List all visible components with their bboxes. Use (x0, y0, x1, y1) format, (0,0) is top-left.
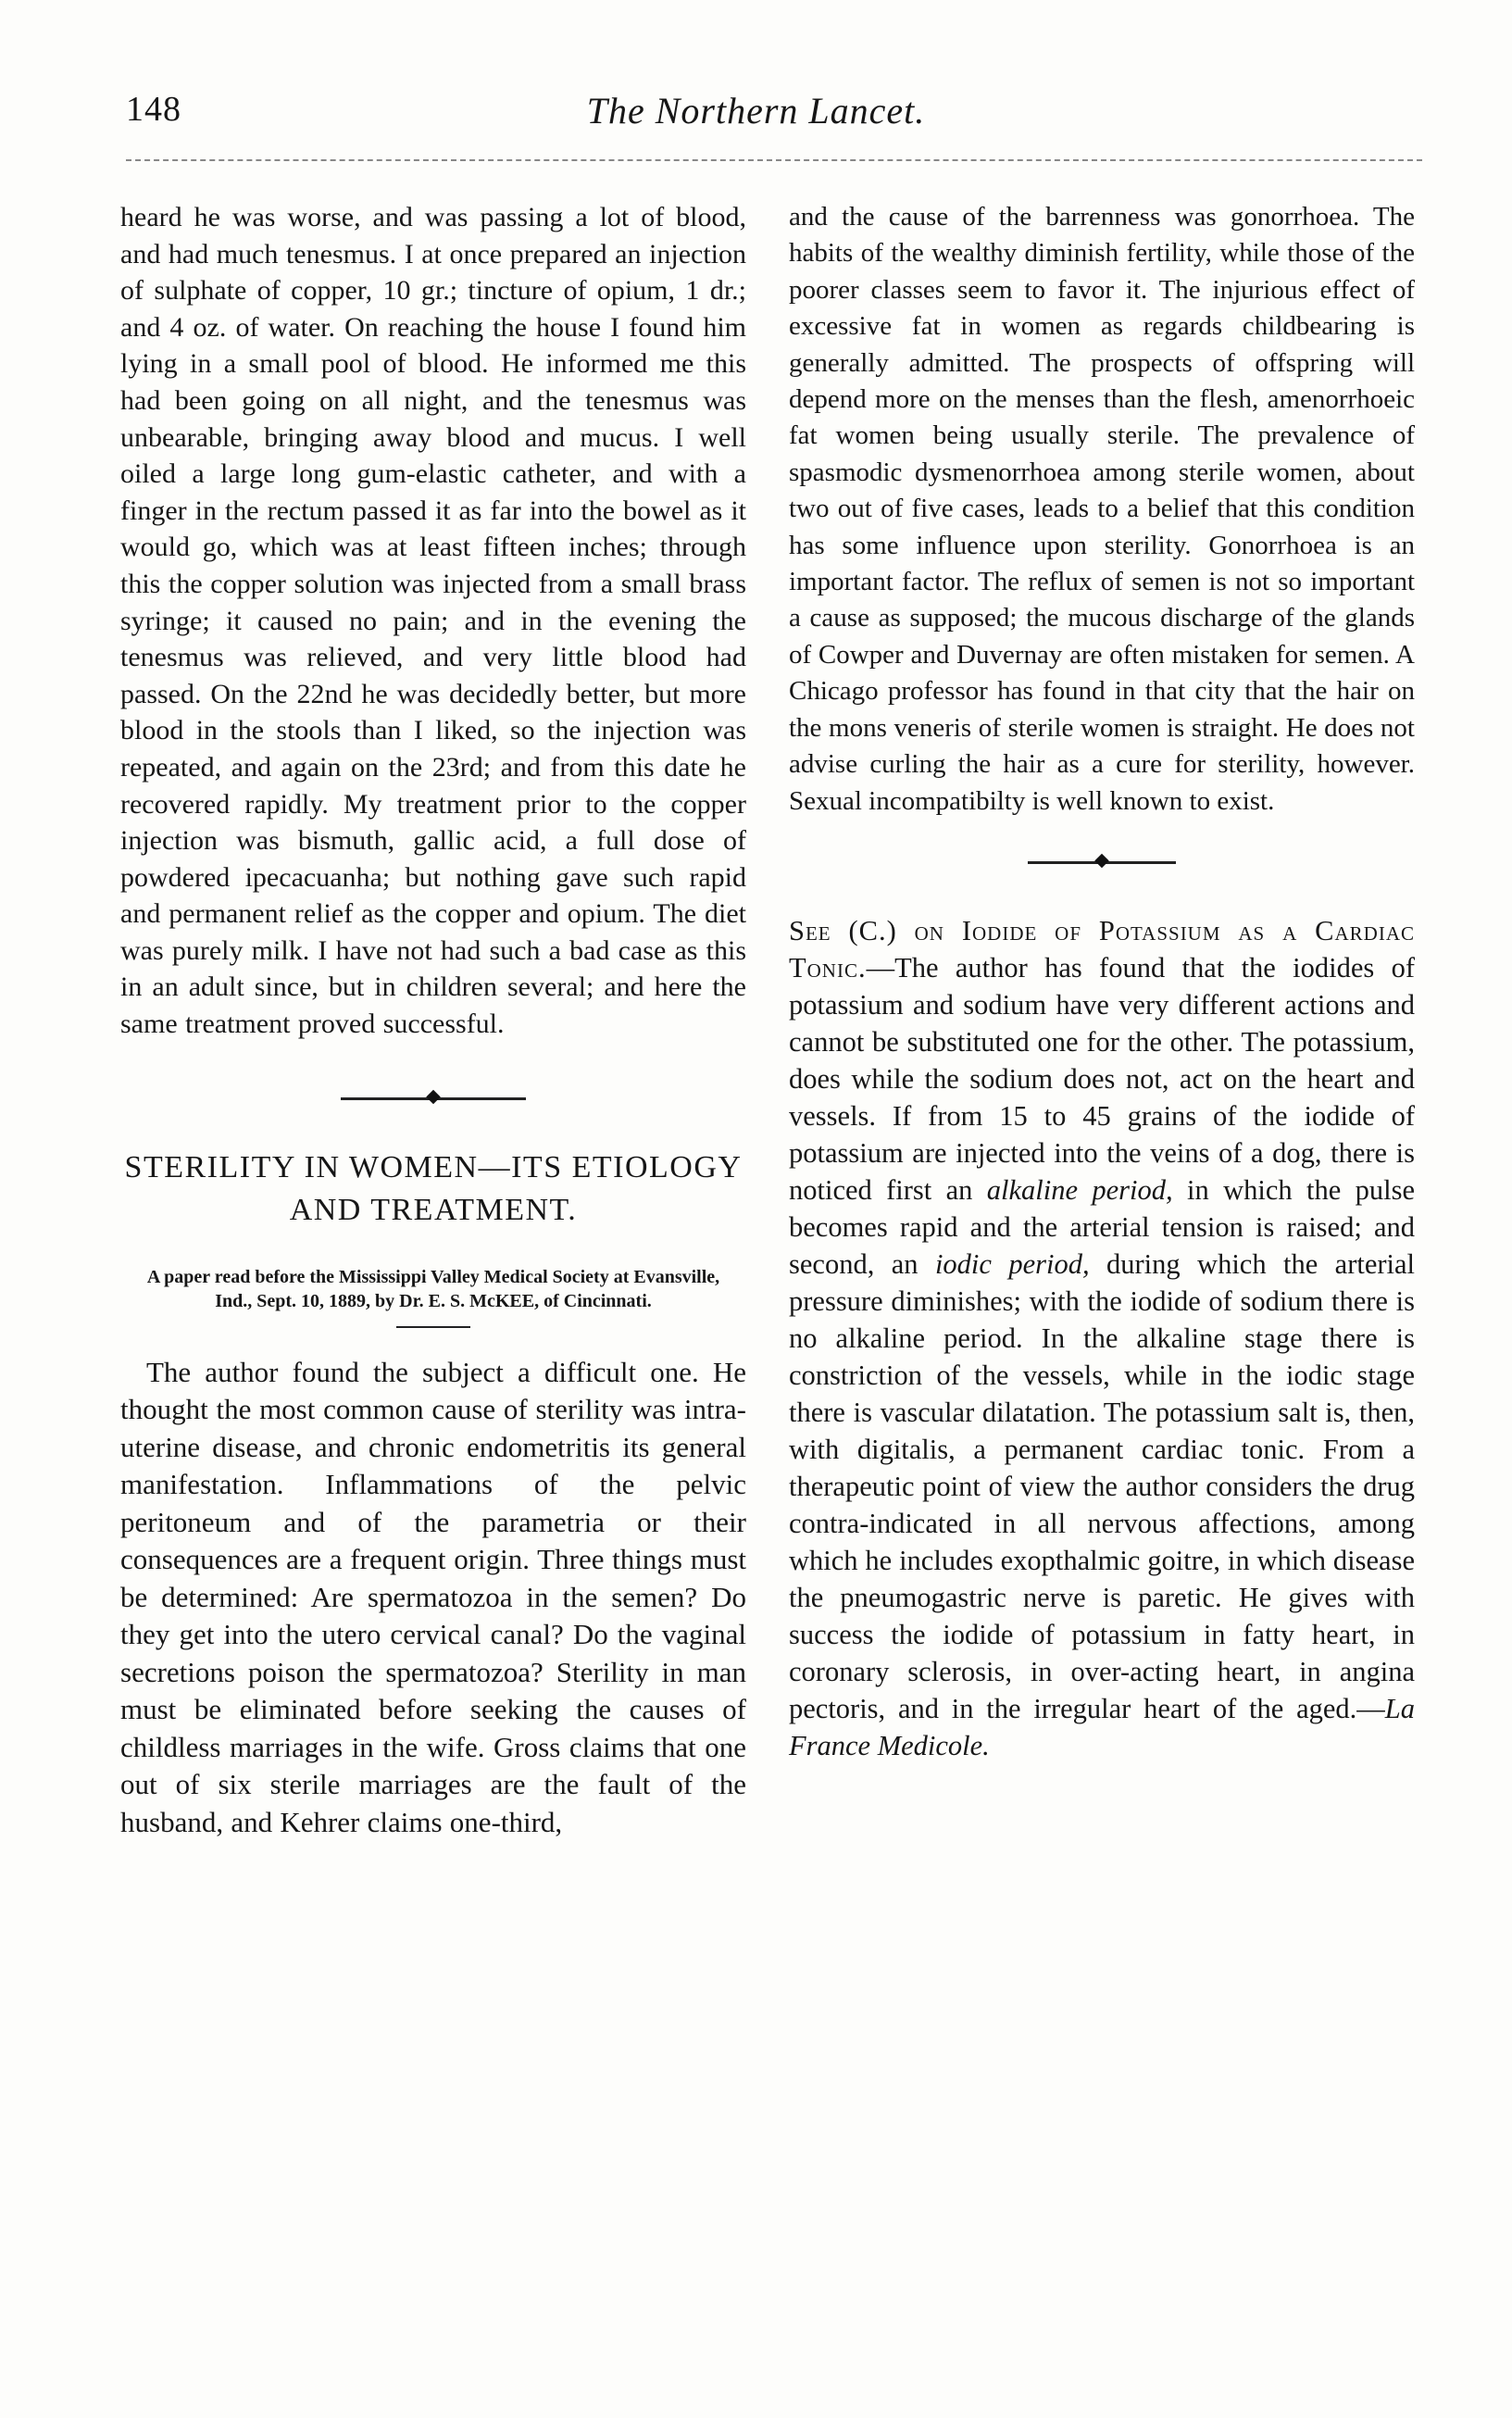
abstract-item (789, 912, 1415, 1764)
abstract-paragraph (789, 912, 1415, 1764)
item-emphasis: alkaline period, (986, 1173, 1173, 1206)
divider-ornament-icon (426, 1089, 441, 1104)
section-divider (1028, 853, 1176, 871)
running-head (0, 0, 1512, 167)
left-column (120, 199, 746, 1841)
article-body (120, 1354, 746, 1842)
left-continued-paragraph: heard he was worse, and was passing a lot of blood, and had much tenesmus. I at once prepared an injection of sulphate of copper, 10 gr.; tincture of opium, 1 dr.; and 4 oz. of water. On reaching the house I found him lying in a small pool of blood. He informed me this had been going on all night, and the tenesmus was unbearable, bringing away blood and mucus. I well oiled a large long gum-elastic catheter, and with a finger in the rectum passed it as far into the bowel as it would go, which was at least fifteen inches; through this the copper solution was injected from a small brass syringe; it caused no pain; and in the evening the tenesmus was relieved, and very little blood had passed. On the 22nd he was decidedly better, but more blood in the stools than I liked, so the injection was repeated, and again on the 23rd; and from this date he recovered rapidly. My treatment prior to the copper injection was bismuth, gallic acid, a full dose of powdered ipecacuanha; but nothing gave such rapid and permanent relief as the copper and opium. The diet was purely milk. I have not had such a bad case as this in an adult since, but in children several; and here the same treatment proved successful. (120, 202, 746, 1040)
item-source: La France Medicole. (789, 1692, 1415, 1761)
item-text-part: in which the pulse becomes rapid and the arterial tension is raised; and second, an (789, 1173, 1415, 1280)
section-divider (341, 1089, 526, 1108)
header-rule (126, 159, 1422, 161)
journal-title: The Northern Lancet. (586, 90, 926, 132)
right-column (789, 199, 1415, 1764)
byline-text: A paper read before the Mississippi Valley Medical Society at Evansville, Ind., Sept. 10, 1889, by Dr. E. S. McKEE, of Cincinnati. (146, 1266, 720, 1311)
item-heading: See (C.) on Iodide of Potassium as a Cardiac Tonic. (789, 914, 1415, 983)
short-rule (396, 1326, 470, 1328)
article-title: STERILITY IN WOMEN—ITS ETIOLOGY AND TREATMENT. (124, 1149, 743, 1227)
item-text-part: during which the arterial pressure diminishes; with the iodide of sodium there is no alkaline period. In the alkaline stage there is constriction of the vessels, while in the iodic stage there is vascular dilatation. The potassium salt is, then, with digitalis, a permanent cardiac tonic. From a therapeutic point of view the author considers the drug contra-indicated in all nervous affections, among which he includes exopthalmic goitre, in which disease the pneumogastric nerve is paretic. He gives with success the iodide of potassium in fatty heart, in coronary sclerosis, in over-acting heart, in angina pectoris, and in the irregular heart of the aged.— (789, 1247, 1416, 1724)
divider-ornament-icon (1094, 854, 1109, 869)
byline-divider (120, 1326, 746, 1328)
right-continued-paragraph: and the cause of the barrenness was gonorrhoea. The habits of the wealthy diminish fertility, while those of the poorer classes seem to favor it. The injurious effect of excessive fat in women as regards childbearing is generally admitted. The prospects of offspring will depend more on the menses than the flesh, amenorrhoeic fat women being usually sterile. The prevalence of spasmodic dysmenorrhoea among sterile women, about two out of five cases, leads to a belief that this condition has some influence upon sterility. Gonorrhoea is an important factor. The reflux of semen is not so important a cause as supposed; the mucous discharge of the glands of Cowper and Duvernay are often mistaken for semen. A Chicago professor has found in that city that the hair on the mons veneris of sterile women is straight. He does not advise curling the hair as a cure for sterility, however. Sexual incompatibilty is well known to exist. (789, 202, 1415, 816)
item-emphasis: iodic period, (934, 1247, 1090, 1280)
page-number: 148 (126, 90, 181, 129)
item-text-part: —The author has found that the iodides of potassium and sodium have very different actions and cannot be substituted one for the other. The potassium, does while the sodium does not, act on the heart and vessels. If from 15 to 45 grains of the iodide of potassium are injected into the veins of a dog, there is noticed first an (789, 951, 1415, 1206)
article-paragraph: The author found the subject a difficult one. He thought the most common cause of sterility was intra-uterine disease, and chronic endometritis its general manifestation. Inflammations of the pelvic peritoneum and of the parametria or their consequences are a frequent origin. Three things must be determined: Are spermatozoa in the semen? Do they get into the utero cervical canal? Do the vaginal secretions poison the spermatozoa? Sterility in man must be eliminated before seeking the causes of childless marriages in the wife. Gross claims that one out of six sterile marriages are the fault of the husband, and Kehrer claims one-third, (120, 1355, 746, 1838)
article-byline (137, 1265, 730, 1313)
